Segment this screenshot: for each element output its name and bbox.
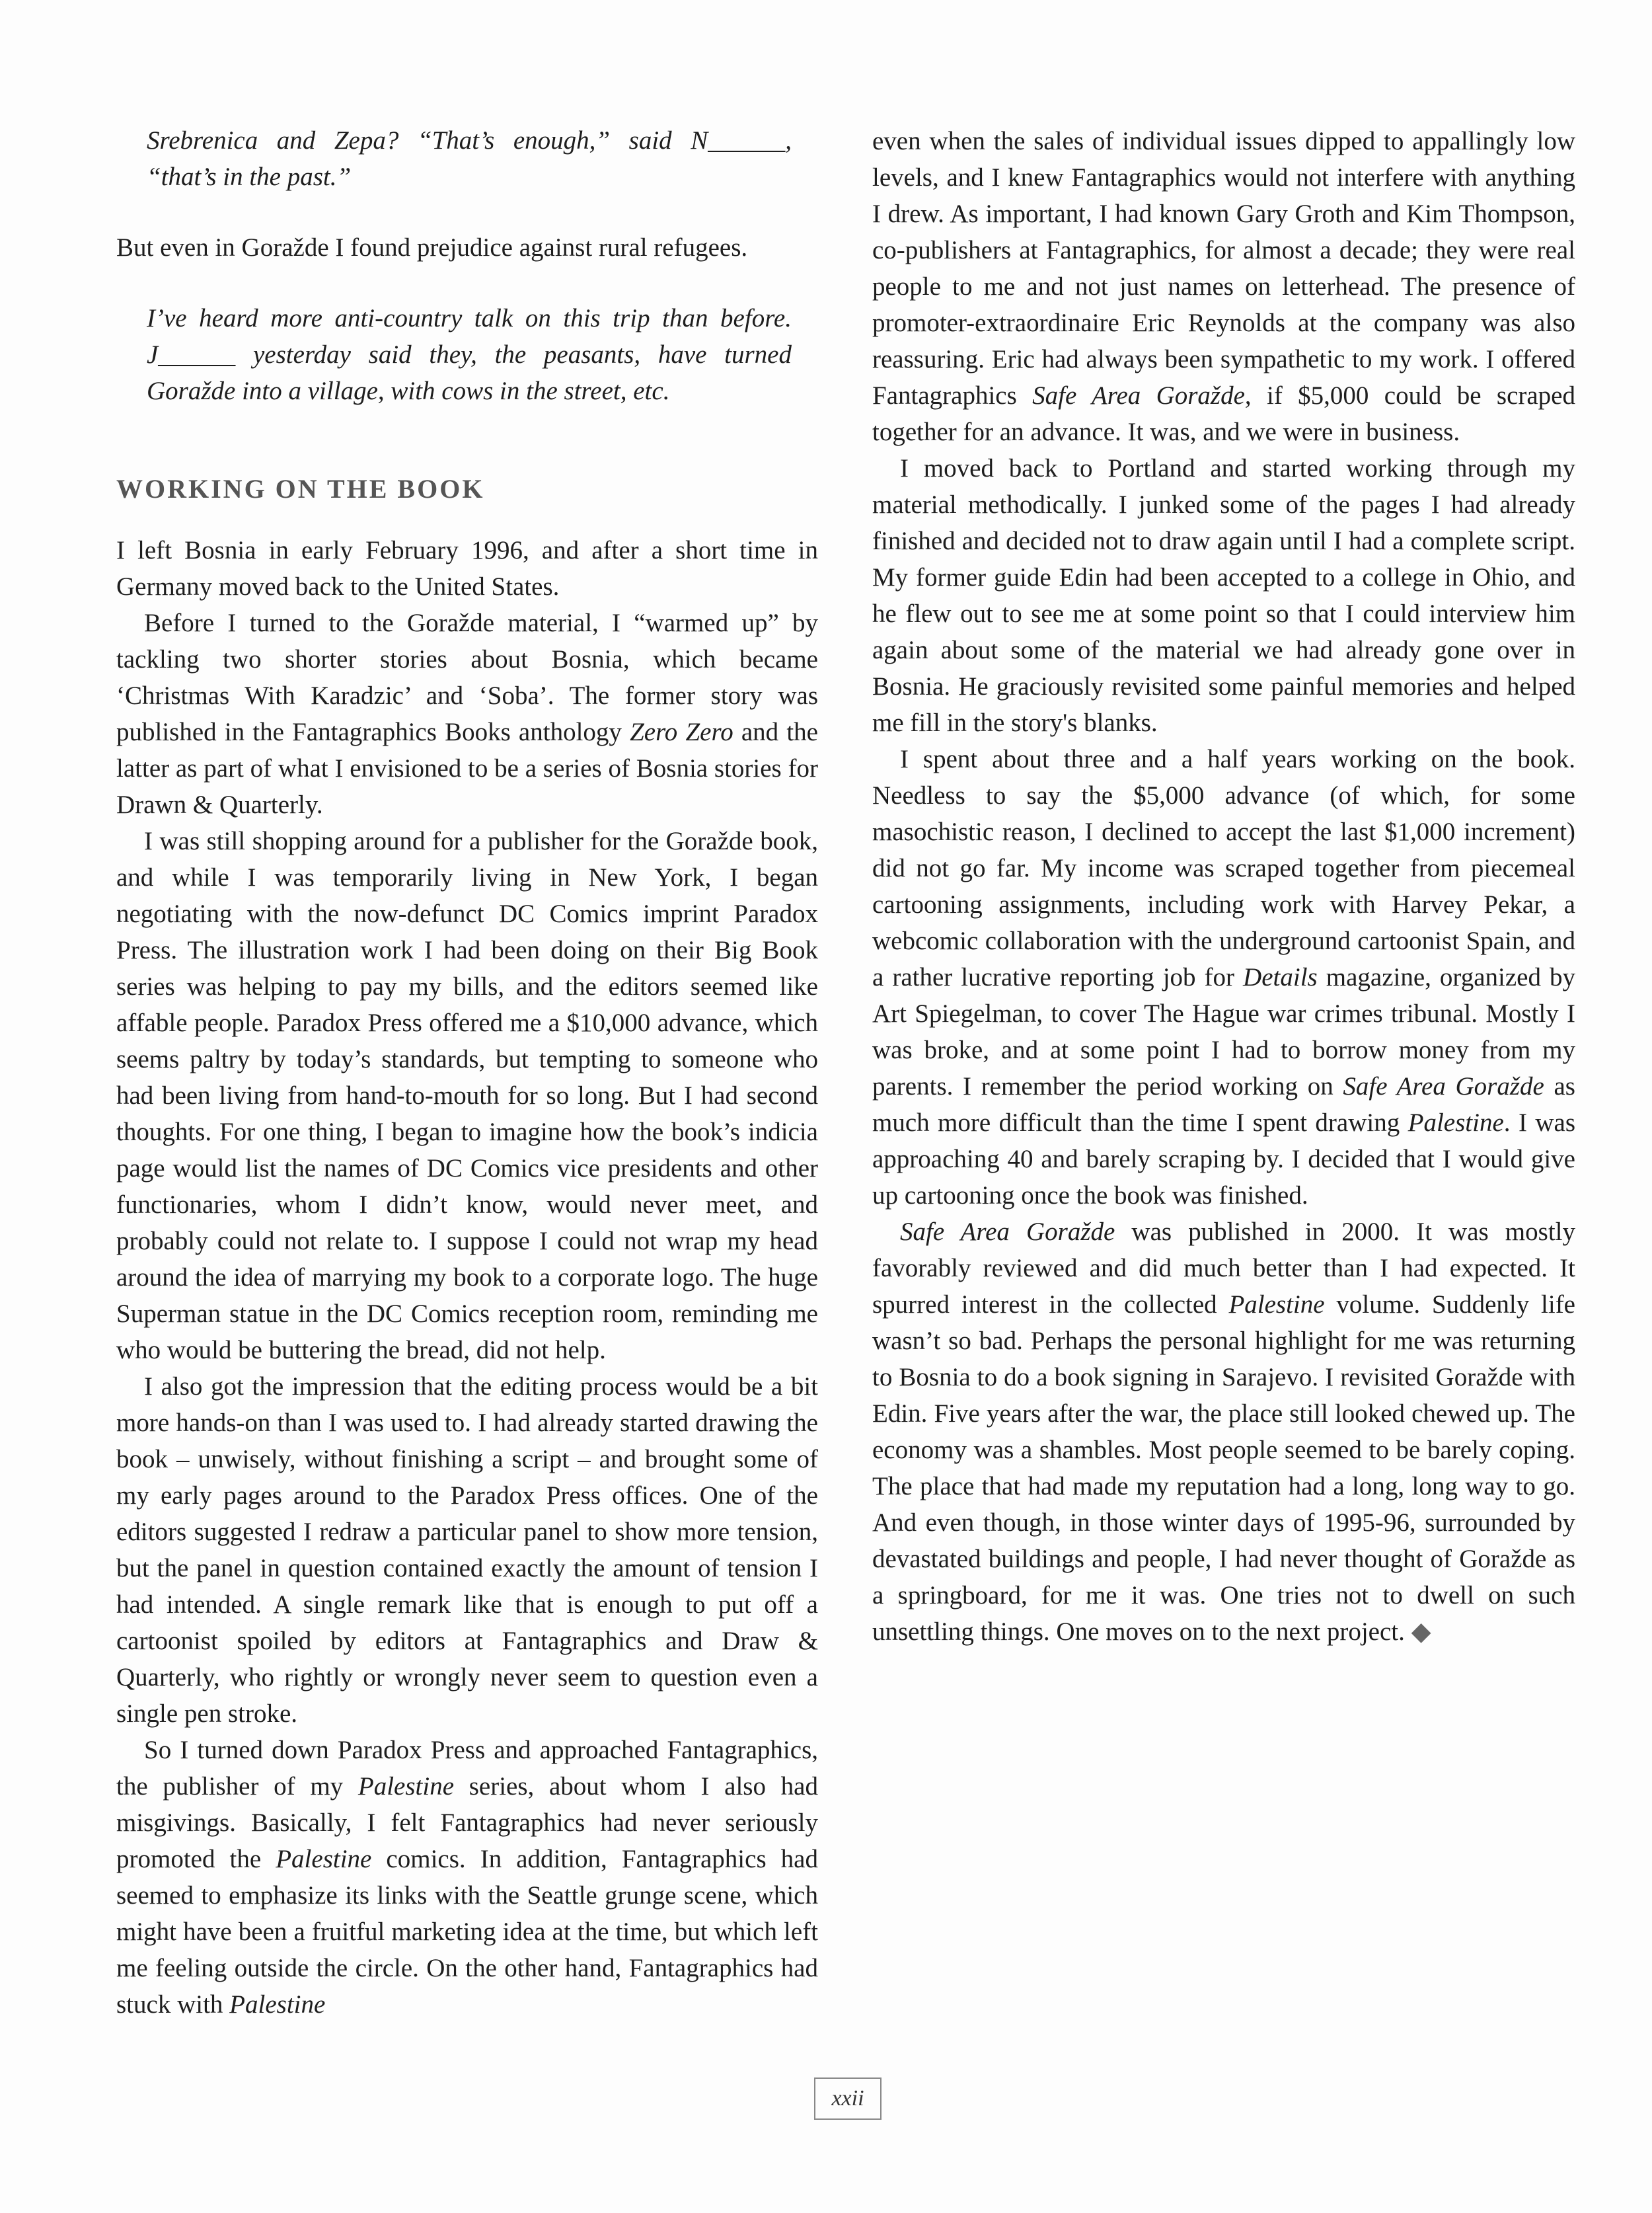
diary-quote-anti-country: I’ve heard more anti-country talk on this trip than before. J______ yesterday said they, the peasants, have turned Goražde into a village, with cows in the street, etc.: [147, 304, 792, 405]
title-palestine: Palestine: [357, 1772, 455, 1801]
title-palestine: Palestine: [229, 1990, 326, 2019]
title-palestine: Palestine: [1408, 1108, 1504, 1137]
diary-quote-srebrenica: Srebrenica and Zepa? “That’s enough,” said N______, “that’s in the past.”: [147, 126, 792, 191]
page-number: xxii: [814, 2077, 882, 2120]
paragraph-three-years: I spent about three and a half years working on the book. Needless to say the $5,000 advance (of which, for some masochistic reason, I declined to accept the last $1,000 increment) did not go far. My income was scraped together from piecemeal cartooning assignments, including work with Harvey Pekar, a webcomic collaboration with the underground cartoonist Spain, and a rather lucrative reporting job for Details magazine, organized by Art Spiegelman, to cover The Hague war crimes tribunal. Mostly I was broke, and at some point I had to borrow money from my parents. I remember the period working on Safe Area Goražde as much more difficult than the time I spent drawing Palestine. I was approaching 40 and barely scraping by. I decided that I would give up cartooning once the book was finished.: [872, 745, 1575, 1210]
paragraph-left-bosnia: I left Bosnia in early February 1996, and after a short time in Germany moved back to the United States.: [116, 536, 818, 601]
title-safe-area-gorazde: Safe Area Goražde: [900, 1218, 1115, 1246]
paragraph-published-2000: Safe Area Goražde was published in 2000. It was mostly favorably reviewed and did much better than I had expected. It spurred interest in the collected Palestine volume. Suddenly life wasn’t so bad. Perhaps the personal highlight for me was returning to Bosnia to do a book signing in Sarajevo. I revisited Goražde with Edin. Five years after the war, the place still looked chewed up. The economy was a shambles. Most people seemed to be barely coping. The place that had made my reputation had a long, long way to go. And even though, in those winter days of 1995-96, surrounded by devastated buildings and people, I had never thought of Goražde as a springboard, for me it was. One tries not to dwell on such unsettling things. One moves on to the next project. ◆: [872, 1218, 1575, 1646]
title-details: Details: [1243, 963, 1318, 991]
title-safe-area-gorazde: Safe Area Goražde: [1032, 381, 1245, 410]
left-column: [116, 122, 818, 2023]
paragraph-fantagraphics: So I turned down Paradox Press and approached Fantagraphics, the publisher of my Palestine series, about whom I also had misgivings. Basically, I felt Fantagraphics had never seriously promoted the Palestine comics. In addition, Fantagraphics had seemed to emphasize its links with the Seattle grunge scene, which might have been a fruitful marketing idea at the time, but which left me feeling outside the circle. On the other hand, Fantagraphics had stuck with Palestine: [116, 1736, 818, 2019]
paragraph-warmed-up: Before I turned to the Goražde material, I “warmed up” by tackling two shorter stories about Bosnia, which became ‘Christmas With Karadzic’ and ‘Soba’. The former story was published in the Fantagraphics Books anthology Zero Zero and the latter as part of what I envisioned to be a series of Bosnia stories for Drawn & Quarterly.: [116, 609, 818, 819]
paragraph-paradox-press: I was still shopping around for a publisher for the Goražde book, and while I was temporarily living in New York, I began negotiating with the now-defunct DC Comics imprint Paradox Press. The illustration work I had been doing on their Big Book series was helping to pay my bills, and the editors seemed like affable people. Paradox Press offered me a $10,000 advance, which seems paltry by today’s standards, but tempting to someone who had been living from hand-to-mouth for so long. But I had second thoughts. For one thing, I began to imagine how the book’s indicia page would list the names of DC Comics vice presidents and other functionaries, whom I didn’t know, would never meet, and probably could not relate to. I suppose I could not wrap my head around the idea of marrying my book to a corporate logo. The huge Superman statue in the DC Comics reception room, reminding me who would be buttering the bread, did not help.: [116, 827, 818, 1364]
title-palestine: Palestine: [276, 1845, 372, 1873]
end-mark-icon: ◆: [1411, 1617, 1431, 1646]
paragraph-editing-process: I also got the impression that the editing process would be a bit more hands-on than I was used to. I had already started drawing the book – unwisely, without finishing a script – and brought some of my early pages around to the Paradox Press offices. One of the editors suggested I redraw a particular panel to show more tension, but the panel in question contained exactly the amount of tension I had intended. A single remark like that is enough to put off a cartoonist spoiled by editors at Fantagraphics and Draw & Quarterly, who rightly or wrongly never seem to question even a single pen stroke.: [116, 1372, 818, 1728]
paragraph-portland: I moved back to Portland and started working through my material methodically. I junked some of the pages I had already finished and decided not to draw again until I had a complete script. My former guide Edin had been accepted to a college in Ohio, and he flew out to see me at some point so that I could interview him again about some of the material we had already gone over in Bosnia. He graciously revisited some painful memories and helped me fill in the story's blanks.: [872, 454, 1575, 737]
title-palestine: Palestine: [1228, 1290, 1325, 1319]
paragraph-sales-continued: even when the sales of individual issues dipped to appallingly low levels, and I knew Fantagraphics would not interfere with anything I drew. As important, I had known Gary Groth and Kim Thompson, co-publishers at Fantagraphics, for almost a decade; they were real people to me and not just names on letterhead. The presence of promoter-extraordinaire Eric Reynolds at the company was also reassuring. Eric had always been sympathetic to my work. I offered Fantagraphics Safe Area Goražde, if $5,000 could be scraped together for an advance. It was, and we were in business.: [872, 127, 1575, 446]
right-column: [872, 123, 1575, 1650]
paragraph-prejudice: But even in Goražde I found prejudice against rural refugees.: [116, 233, 748, 262]
title-zero-zero: Zero Zero: [630, 718, 733, 746]
section-heading: WORKING ON THE BOOK: [116, 474, 485, 504]
title-safe-area-gorazde: Safe Area Goražde: [1343, 1072, 1544, 1101]
